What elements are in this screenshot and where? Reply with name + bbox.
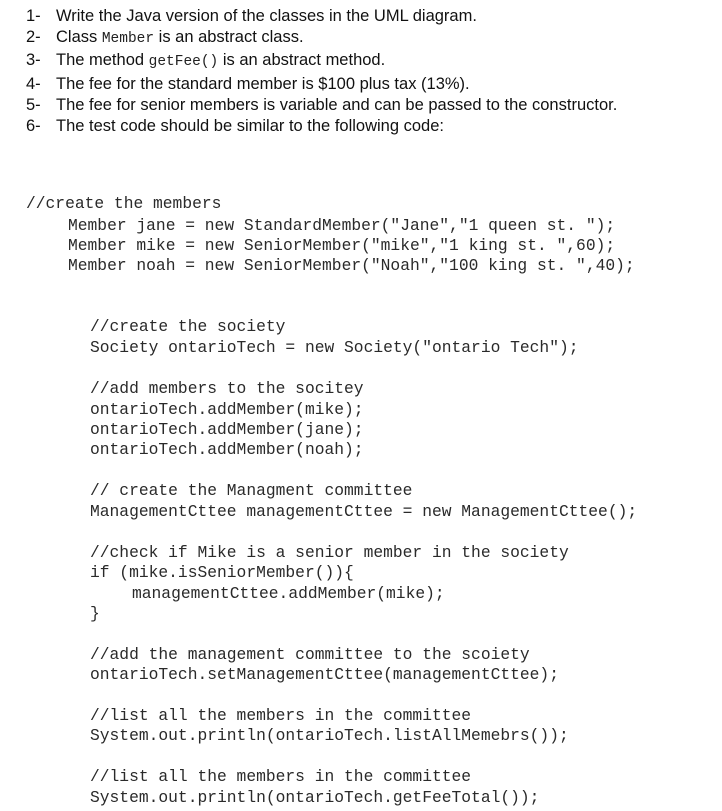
code-line-mike: Member mike = new SeniorMember("mike","1 king st. ",60);: [68, 236, 616, 255]
code-line-print-fee-total: System.out.println(ontarioTech.getFeeTotal());: [90, 788, 540, 807]
code-comment-create-committee: // create the Managment committee: [90, 481, 413, 500]
instruction-text-part: The test code should be similar to the following code:: [56, 117, 444, 136]
instruction-text-part: The method: [56, 51, 149, 70]
code-line-print-members: System.out.println(ontarioTech.listAllMemebrs());: [90, 726, 569, 745]
instruction-text-part: is an abstract class.: [154, 28, 304, 47]
instruction-number: 2-: [26, 28, 41, 47]
instruction-number: 3-: [26, 51, 41, 70]
code-comment-check-senior: //check if Mike is a senior member in the society: [90, 543, 569, 562]
instruction-text-part: The fee for senior members is variable and can be passed to the constructor.: [56, 95, 618, 114]
code-line-society: Society ontarioTech = new Society("ontario Tech");: [90, 338, 579, 357]
instruction-text-part: Write the Java version of the classes in the UML diagram.: [56, 7, 477, 25]
instruction-number: 5-: [26, 95, 41, 114]
code-line-noah: Member noah = new SeniorMember("Noah","100 king st. ",40);: [68, 256, 635, 275]
code-comment-create-society: //create the society: [90, 317, 286, 336]
code-comment-add-members: //add members to the socitey: [90, 379, 364, 398]
code-line-set-committee: ontarioTech.setManagementCttee(managementCttee);: [90, 665, 559, 684]
code-comment-add-committee: //add the management committee to the scoiety: [90, 645, 530, 664]
code-line-jane: Member jane = new StandardMember("Jane","1 queen st. ");: [68, 216, 616, 235]
code-line-add-to-committee: managementCttee.addMember(mike);: [132, 584, 445, 603]
inline-code: Member: [101, 31, 155, 48]
code-comment-list-members: //list all the members in the committee: [90, 706, 472, 725]
instruction-text-part: The fee for the standard member is $100 plus tax (13%).: [56, 74, 470, 93]
instruction-number: 4-: [26, 74, 41, 93]
code-line-add-jane: ontarioTech.addMember(jane);: [90, 420, 364, 439]
instruction-number: 6-: [26, 117, 41, 136]
instruction-text-part: is an abstract method.: [218, 51, 386, 70]
instruction-number: 1-: [26, 7, 41, 25]
code-comment-list-members-2: //list all the members in the committee: [90, 767, 472, 786]
code-line-add-mike: ontarioTech.addMember(mike);: [90, 400, 364, 419]
code-line-add-noah: ontarioTech.addMember(noah);: [90, 440, 364, 459]
code-comment-create-members: //create the members: [26, 194, 222, 213]
instruction-text-part: Class: [56, 28, 102, 47]
inline-code: getFee(): [148, 54, 219, 71]
code-line-close-brace: }: [90, 604, 100, 623]
code-line-committee: ManagementCttee managementCttee = new ManagementCttee();: [90, 502, 638, 521]
code-line-if: if (mike.isSeniorMember()){: [90, 563, 354, 582]
